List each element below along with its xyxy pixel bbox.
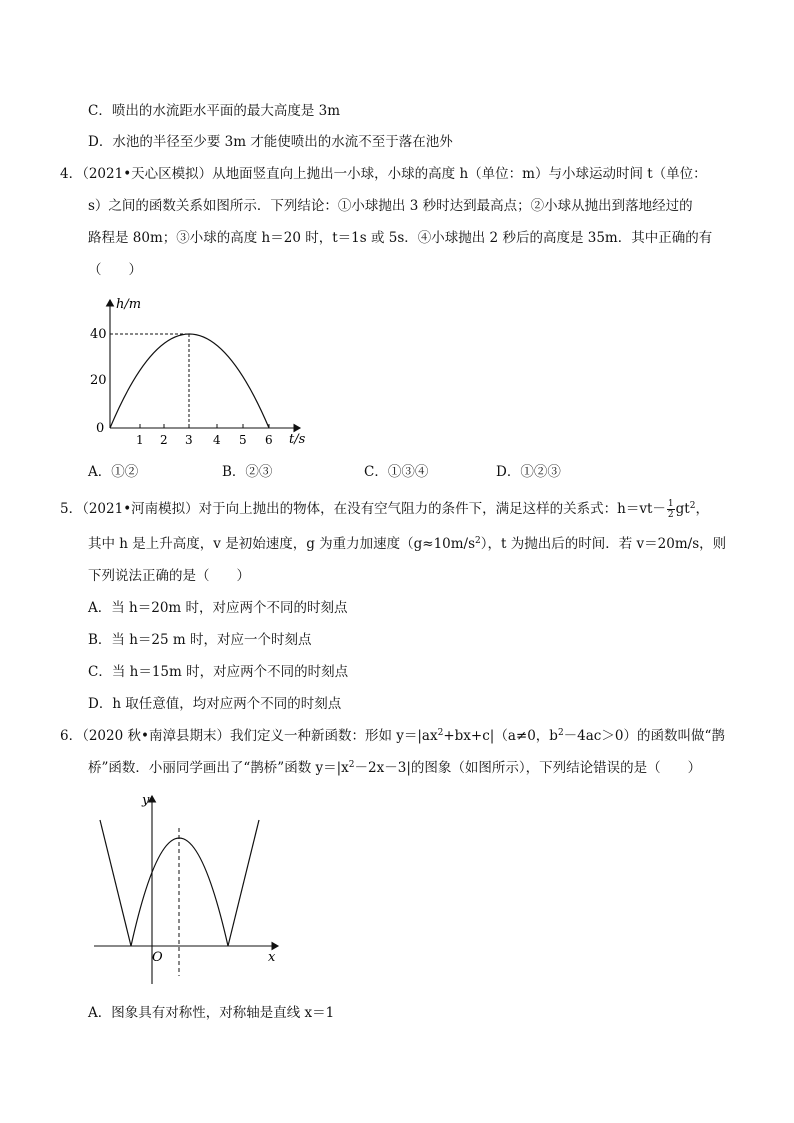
q6-number: 6． <box>60 728 83 744</box>
q4-y-label: h/m <box>116 297 142 312</box>
q4-source: （2021•天心区模拟） <box>82 166 213 182</box>
q4-option-a[interactable]: A．①② <box>88 464 139 480</box>
q4-x-ticks <box>140 424 269 428</box>
q6-x-label: x <box>268 950 276 965</box>
q4-y-tick-40: 40 <box>90 327 107 342</box>
q4-x-tick-6: 6 <box>265 433 273 447</box>
q5-line2: 其中 h 是上升高度，v 是初始速度，g 为重力加速度$(g\approx 10m/s^2)$，t 为抛出后的时间．若 v＝20m/s，则 <box>88 536 727 552</box>
prev-option-d: D．水池的半径至少要 3m 才能使喷出的水流不至于落在池外 <box>88 134 453 150</box>
q4-x-tick-2: 2 <box>160 433 168 447</box>
q5-option-d[interactable]: D．h 取任意值，均对应两个不同的时刻点 <box>88 696 342 712</box>
q4-graph <box>86 292 316 452</box>
q4-line4: （ ） <box>88 262 142 278</box>
q5-sup-2: 2 <box>689 501 696 511</box>
q6-line1: 6．（2020 秋•南漳县期末）我们定义一种新函数：形如 $y=|ax^2+bx+c|(a\ne 0$，$b^2-4ac>0$）的函数叫做“鹊 <box>60 728 725 744</box>
q6-origin: O <box>152 950 163 965</box>
q4-x-tick-5: 5 <box>239 433 247 447</box>
q6-line2: 桥”函数．小丽同学画出了“鹊桥”函数 $y=|x^2-2x-3|$的图象（如图所示），下列结论错误的是（ ） <box>88 760 702 776</box>
q5-option-c[interactable]: C．当 h＝15m 时，对应两个不同的时刻点 <box>88 664 349 680</box>
q4-y-tick-20: 20 <box>90 373 107 388</box>
prev-option-c: C．喷出的水流距水平面的最大高度是 3m <box>88 103 341 119</box>
q4-origin: 0 <box>96 421 105 436</box>
q5-option-b[interactable]: B．当 h＝25 m 时，对应一个时刻点 <box>88 632 312 648</box>
q4-option-b[interactable]: B．②③ <box>222 464 273 480</box>
q5-text-line1: 对于向上抛出的物体，在没有空气阻力的条件下，满足这样的关系式：h＝vt－ <box>198 501 666 517</box>
q4-option-d[interactable]: D．①②③ <box>496 464 561 480</box>
q4-line3: 路程是 80m；③小球的高度 h＝20 时，t＝1s 或 5s．④小球抛出 2 秒后的高度是 35m．其中正确的有 <box>88 230 713 246</box>
q5-number: 5． <box>60 501 83 517</box>
q5-option-a[interactable]: A．当 h＝20m 时，对应两个不同的时刻点 <box>88 600 348 616</box>
q4-x-tick-4: 4 <box>213 433 221 447</box>
q4-number: 4． <box>60 166 83 182</box>
q4-text-line1: 从地面竖直向上抛出一小球，小球的高度 h（单位：m）与小球运动时间 t（单位： <box>212 166 707 182</box>
q6-graph <box>88 792 288 992</box>
q6-right-branch <box>228 820 259 946</box>
q4-x-tick-1: 1 <box>136 433 144 447</box>
q5-line1: 5．（2021•河南模拟）对于向上抛出的物体，在没有空气阻力的条件下，满足这样的关系式：h＝vt－ $\frac{1}{2}$ $gt^2$， <box>60 499 709 520</box>
q4-x-tick-3: 3 <box>185 433 193 447</box>
q6-option-a[interactable]: A．图象具有对称性，对称轴是直线 x＝1 <box>88 1005 335 1021</box>
q4-line2: s）之间的函数关系如图所示．下列结论：①小球抛出 3 秒时达到最高点；②小球从抛出到落地经过的 <box>88 198 693 214</box>
q4-option-c[interactable]: C．①③④ <box>364 464 429 480</box>
q4-x-label: t/s <box>289 432 306 447</box>
q5-source: （2021•河南模拟） <box>82 501 199 517</box>
q5-line3: 下列说法正确的是（ ） <box>88 568 250 584</box>
q5-fraction: $\frac{1}{2}$ <box>667 499 674 520</box>
q6-y-label: y <box>142 793 150 808</box>
q6-left-branch <box>100 820 131 946</box>
q6-source: （2020 秋•南漳县期末） <box>82 728 230 744</box>
q5-gt: gt <box>675 501 690 517</box>
q4-line1 <box>60 164 707 184</box>
